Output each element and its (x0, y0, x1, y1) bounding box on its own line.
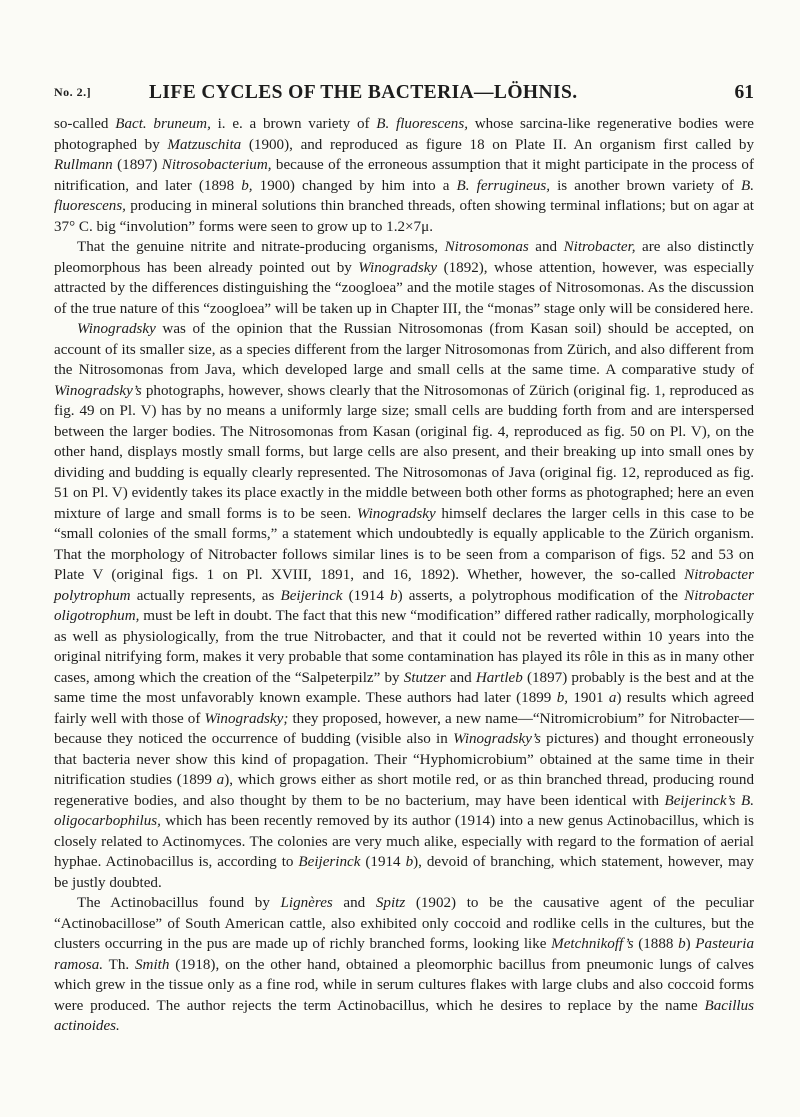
text-run: and (332, 895, 376, 911)
paragraph (54, 893, 754, 1037)
italic-run: Beijerinck (298, 854, 361, 870)
text-run: which has been recently removed by its author (1914) into a new genus Actinobacillus, which is closely related to Actinomyces. The colonies are very much alike, especially with regard to the formation of aerial hyphae. Actinobacillus is, according to (54, 813, 754, 870)
italic-run: Beijerinck (280, 587, 343, 604)
italic-run: Metchnikoff’s (551, 936, 634, 952)
italic-run: a (216, 772, 225, 788)
italic-run: Spitz (375, 895, 406, 911)
text-run: The Actinobacillus found by (77, 895, 281, 911)
issue-number: No. 2.] (54, 85, 92, 99)
text-run: pictures) and thought erroneously that bacteria never show this kind of propagation. Their “Hyphomicrobium” obtained at the same time in their nitrification studies (1899 (54, 731, 754, 788)
text-run: ), devoid of branching, which statement, however, may be justly doubted. (54, 854, 754, 891)
paragraph (54, 114, 754, 237)
text-run: himself declares the larger cells in this case to be “small colonies of the small forms,” a statement which undoubtedly is equally applicable to the Zürich organism. That the morphology of Nitrobacter follows similar lines is to be seen from a comparison of figs. 52 and 53 on Plate V (original figs. 1 on Pl. XVIII, 1891, and 16, 1892). Whether, however, the so-called (54, 505, 754, 583)
italic-run: B. fluorescens, (376, 116, 468, 132)
text-run: (1900), and reproduced as figure 18 on Plate II. An organism first called by (241, 136, 754, 153)
text-run: i. e. a brown variety of (210, 116, 377, 132)
text-run: Th. (103, 956, 135, 973)
italic-run: Nitrosobacterium, (161, 157, 272, 173)
text-run: (1914 (342, 587, 391, 604)
italic-run: Winogradsky’s (453, 731, 541, 747)
italic-run: b (678, 936, 686, 952)
text-run: ), which grows either as short motile red, or as thin branched thread, producing round regenerative bodies, and also thought by them to be no bacterium, may have been identical with (54, 772, 754, 809)
italic-run: Bacillus actinoides. (54, 997, 754, 1034)
text-run: is another brown variety of (550, 177, 741, 194)
italic-run: Lignères (280, 895, 333, 911)
italic-run: Beijerinck’s B. oligocarbophilus, (54, 792, 754, 829)
text-run: 1900) changed by him into a (252, 177, 457, 194)
text-run: and (528, 239, 564, 255)
text-run: (1902) to be the causative agent of the peculiar “Actinobacillose” of South American cattle, also exhibited only coccoid and rodlike cells in the cultures, but the clusters occurring in the pus are made up of richly branched forms, looking like (54, 895, 755, 952)
italic-run: b, (241, 177, 253, 194)
text-run: ) asserts, a polytrophous modification of the (397, 587, 685, 604)
text-run: because of the erroneous assumption that it might participate in the process of nitrification, and later (1898 (54, 157, 754, 194)
italic-run: Matzuschita (167, 136, 242, 153)
text-run: (1914 (360, 854, 406, 870)
italic-run: Bact. bruneum, (115, 116, 211, 132)
italic-run: b, (556, 690, 569, 706)
text-run: (1892), whose attention, however, was especially attracted by the differences distinguishing the “zoogloea” and the motile stages of Nitrosomonas. As the discussion of the true nature of this “zoogloea” will be taken up in Chapter III, the “monas” stage only will be considered here. (54, 259, 754, 317)
italic-run: Winogradsky; (204, 710, 289, 727)
italic-run: Nitrobacter polytrophum (54, 567, 754, 604)
italic-run: Winogradsky (358, 259, 438, 276)
text-run: That the genuine nitrite and nitrate-producing organisms, (77, 239, 445, 255)
italic-run: Winogradsky’s (54, 382, 142, 399)
running-title: LIFE CYCLES OF THE BACTERIA—LÖHNIS. (149, 82, 578, 103)
body-text (54, 114, 754, 1037)
text-run: producing in mineral solutions thin branched threads, often showing terminal inflations; but on agar at 37° C. big “involution” forms were seen to grow up to 1.2×7μ. (54, 198, 754, 235)
text-run: are also distinctly pleomorphous has been already pointed out by (54, 239, 754, 276)
italic-run: Pasteuria ramosa. (54, 936, 754, 973)
italic-run: B. ferrugineus, (456, 177, 551, 194)
text-run: so-called (54, 116, 116, 132)
text-run: (1897) probably is the best and at the same time the most unfavorably known example. These authors had later (1899 (54, 669, 755, 706)
text-run: whose sarcina-like regenerative bodies were photographed by (54, 116, 754, 153)
italic-run: Nitrosomonas (444, 239, 529, 255)
text-run: ) results which agreed fairly well with those of (54, 690, 755, 727)
text-run: actually represents, as (130, 587, 281, 604)
page-number: 61 (734, 82, 754, 103)
italic-run: Smith (135, 956, 170, 973)
italic-run: Winogradsky (77, 321, 156, 337)
italic-run: Rullmann (54, 157, 113, 173)
paragraph (54, 319, 754, 893)
text-run: was of the opinion that the Russian Nitrosomonas (from Kasan soil) should be accepted, on account of its smaller size, as a species different from the larger Nitrosomonas from Zürich, and also different from the Nitrosomonas from Java, which developed large and small cells at the same time. A comparative study of (54, 321, 754, 378)
text-run: photographs, however, shows clearly that the Nitrosomonas of Zürich (original fig. 1, reproduced as fig. 49 on Pl. V) has by no means a uniformly large size; small cells are budding forth from and are interspersed between the larger bodies. The Nitrosomonas from Kasan (original fig. 4, reproduced as fig. 50 on Pl. V), on the other hand, displays mostly small forms, but large cells are also present, and their breaking up into small ones by dividing and budding is equally clearly represented. The Nitrosomonas of Java (original fig. 12, reproduced as fig. 51 on Pl. V) evidently takes its place exactly in the middle between both other forms as photographed; here an even mixture of large and small forms is to be seen. (54, 382, 754, 522)
text-run: they proposed, however, a new name—“Nitromicrobium” for Nitrobacter—because they noticed the occurrence of budding (visible also in (54, 710, 754, 747)
running-header (54, 82, 754, 108)
italic-run: b (405, 854, 414, 870)
text-run: 1901 (568, 690, 609, 706)
italic-run: Nitrobacter, (563, 239, 636, 255)
text-run: must be left in doubt. The fact that this new “modification” differed rather radically, morphologically as well as physiologically, from the true Nitrobacter, and that it could not be reverted within 10 years into the original nitrifying form, makes it very probable that some contamination has played its rôle in this as in many other cases, among which the creation of the “Salpeterpilz” by (54, 608, 754, 686)
italic-run: b (390, 587, 398, 604)
paragraph (54, 237, 754, 319)
italic-run: Hartleb (475, 669, 523, 686)
italic-run: a (608, 690, 617, 706)
text-run: (1918), on the other hand, obtained a pleomorphic bacillus from pneumonic lungs of calves which grew in the tissue only as a fine rod, while in serum cultures flakes with large clubs and also coccoid forms were produced. The author rejects the term Actinobacillus, which he desires to replace by the name (54, 956, 754, 1014)
italic-run: Nitrobacter oligotrophum, (54, 587, 755, 624)
text-run: ) (685, 936, 696, 952)
italic-run: Winogradsky (356, 505, 436, 522)
italic-run: B. fluorescens, (54, 177, 754, 214)
text-run: and (445, 669, 476, 686)
text-run: (1897) (112, 157, 162, 173)
text-run: (1888 (633, 936, 679, 952)
italic-run: Stutzer (403, 669, 446, 686)
